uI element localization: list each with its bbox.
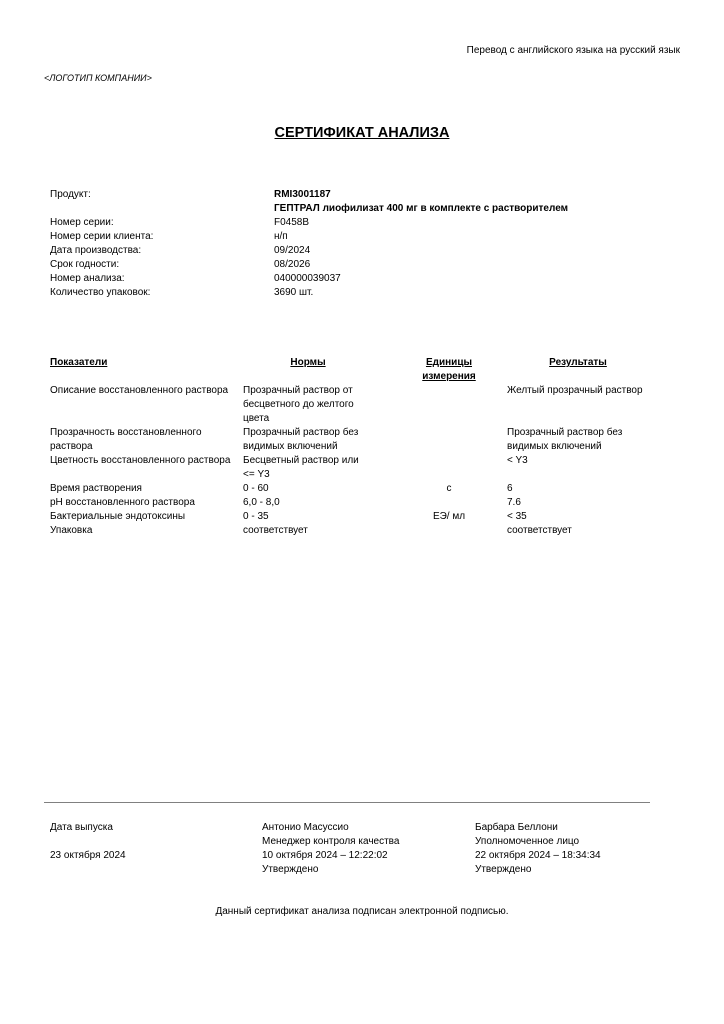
- table-row-specification: 0 - 60: [243, 483, 269, 494]
- table-row-result: Прозрачный раствор без видимых включений: [507, 427, 623, 452]
- signer1-name: Антонио Масуссио: [262, 822, 349, 833]
- signer1-role: Менеджер контроля качества: [262, 836, 400, 847]
- table-row-parameter: Бактериальные эндотоксины: [50, 511, 186, 522]
- table-row-parameter: Прозрачность восстановленного раствора: [50, 427, 202, 452]
- package-count-value: 3690 шт.: [274, 287, 314, 298]
- column-header-units: Единицы измерения: [422, 357, 476, 382]
- product-label: Продукт:: [50, 189, 91, 200]
- package-count-label: Количество упаковок:: [50, 287, 151, 298]
- manufacture-date-label: Дата производства:: [50, 245, 142, 256]
- analysis-number-label: Номер анализа:: [50, 273, 125, 284]
- table-row-units: ЕЭ/ мл: [432, 511, 466, 522]
- customer-batch-label: Номер серии клиента:: [50, 231, 154, 242]
- table-row-parameter: Время растворения: [50, 483, 142, 494]
- footer-divider: [44, 802, 650, 803]
- table-row-specification: соответствует: [243, 525, 308, 536]
- table-row-result: соответствует: [507, 525, 572, 536]
- product-code: RMI3001187: [274, 189, 331, 200]
- column-header-result: Результаты: [549, 357, 607, 368]
- signer2-datetime: 22 октября 2024 – 18:34:34: [475, 850, 601, 861]
- electronic-signature-note: Данный сертификат анализа подписан электронной подписью.: [215, 906, 509, 917]
- signer1-datetime: 10 октября 2024 – 12:22:02: [262, 850, 388, 861]
- column-header-specification: Нормы: [290, 357, 326, 368]
- signer2-role: Уполномоченное лицо: [475, 836, 580, 847]
- table-row-specification: Прозрачный раствор от бесцветного до желтого цвета: [243, 385, 354, 424]
- expiry-date-value: 08/2026: [274, 259, 311, 270]
- table-row-specification: Прозрачный раствор без видимых включений: [243, 427, 359, 452]
- customer-batch-value: н/п: [274, 231, 288, 242]
- table-row-specification: 0 - 35: [243, 511, 269, 522]
- table-row-result: Желтый прозрачный раствор: [507, 385, 643, 396]
- table-row-specification: 6,0 - 8,0: [243, 497, 280, 508]
- batch-number-label: Номер серии:: [50, 217, 114, 228]
- table-row-units: с: [446, 483, 452, 494]
- table-row-parameter: Цветность восстановленного раствора: [50, 455, 231, 466]
- product-name: ГЕПТРАЛ лиофилизат 400 мг в комплекте с растворителем: [274, 203, 569, 214]
- table-row-parameter: Упаковка: [50, 525, 93, 536]
- column-header-parameter: Показатели: [50, 357, 108, 368]
- release-date-label: Дата выпуска: [50, 822, 113, 833]
- table-row-result: 7.6: [507, 497, 521, 508]
- document-title: СЕРТИФИКАТ АНАЛИЗА: [274, 125, 450, 141]
- table-row-result: 6: [507, 483, 513, 494]
- table-row-result: < Y3: [507, 455, 528, 466]
- batch-number-value: F0458B: [274, 217, 310, 228]
- table-row-result: < 35: [507, 511, 527, 522]
- signer2-name: Барбара Беллони: [475, 822, 558, 833]
- analysis-number-value: 040000039037: [274, 273, 341, 284]
- table-row-parameter: pH восстановленного раствора: [50, 497, 195, 508]
- company-logo-placeholder: <ЛОГОТИП КОМПАНИИ>: [44, 73, 152, 83]
- translation-note: Перевод с английского языка на русский язык: [466, 45, 680, 56]
- release-date-value: 23 октября 2024: [50, 850, 126, 861]
- table-row-parameter: Описание восстановленного раствора: [50, 385, 229, 396]
- signer1-status: Утверждено: [262, 864, 319, 875]
- manufacture-date-value: 09/2024: [274, 245, 311, 256]
- signer2-status: Утверждено: [475, 864, 532, 875]
- table-row-specification: Бесцветный раствор или <= Y3: [243, 455, 359, 480]
- expiry-date-label: Срок годности:: [50, 259, 120, 270]
